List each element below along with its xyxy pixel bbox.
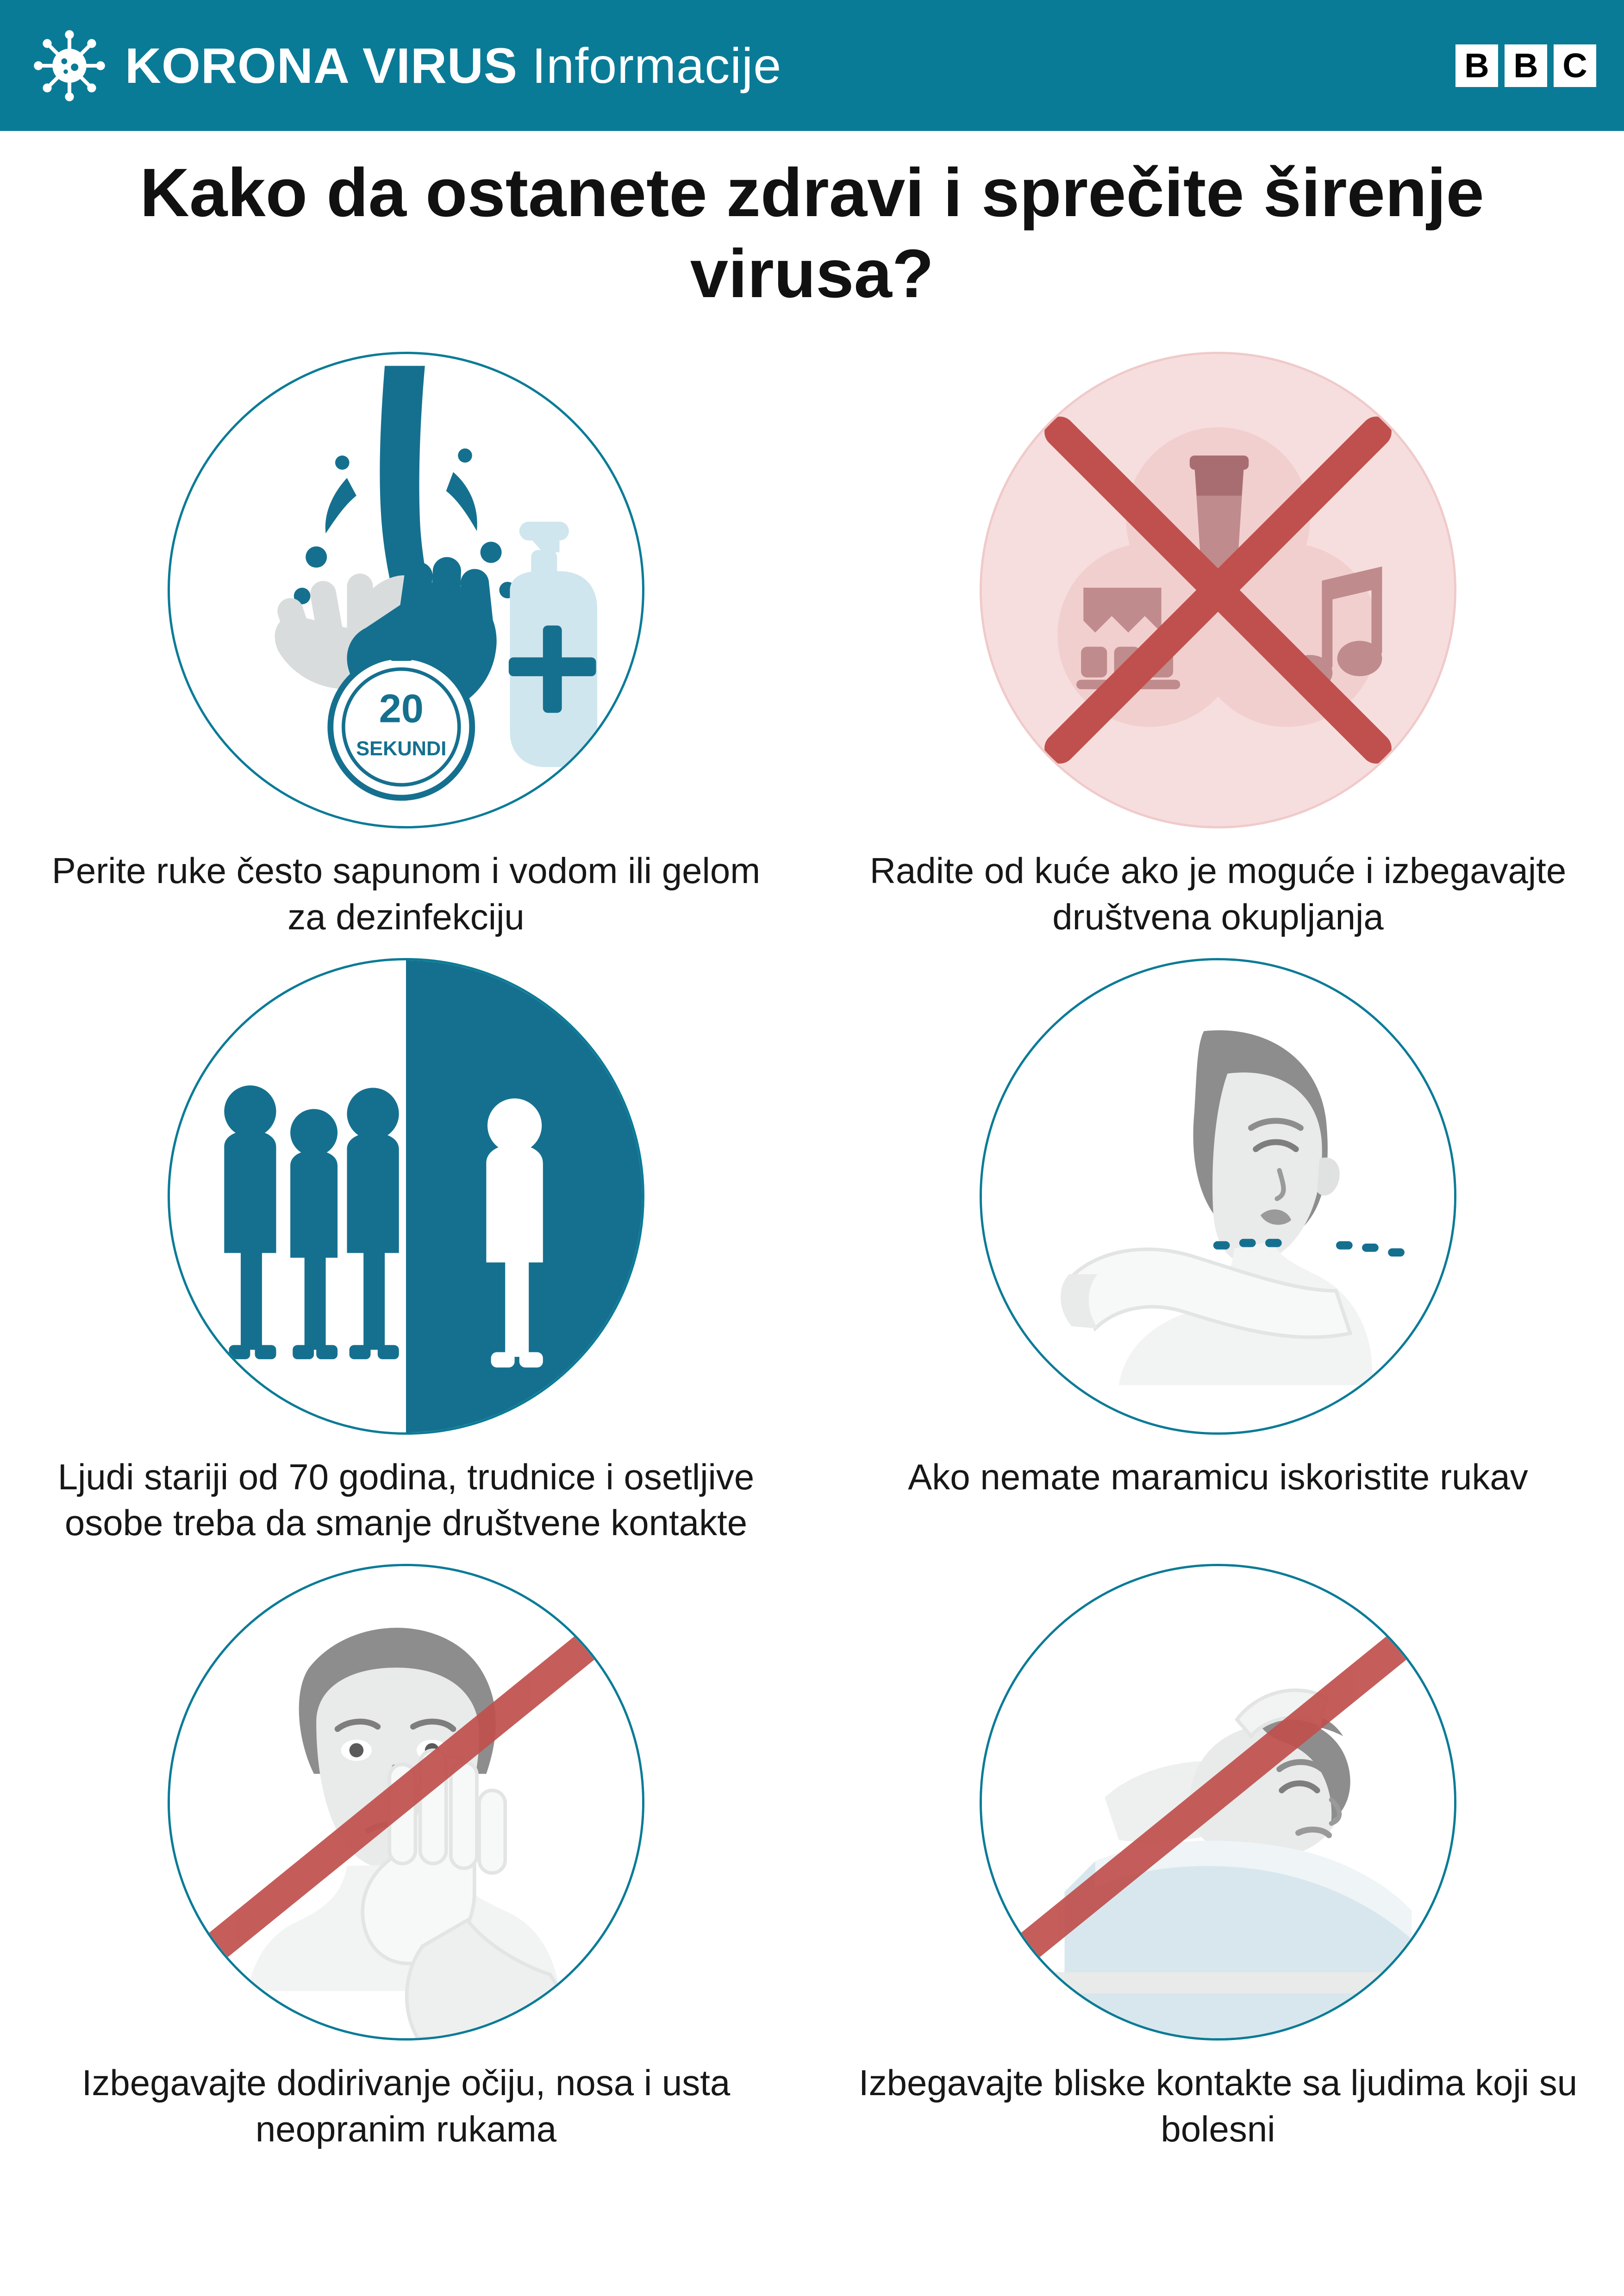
no-face-touching-icon (168, 1564, 644, 2041)
advice-caption: Perite ruke često sapunom i vodom ili gelom za dezinfekciju (51, 850, 761, 937)
advice-caption: Izbegavajte dodirivanje očiju, nosa i usta neopranim rukama (81, 2062, 731, 2150)
header-brand: KORONA VIRUS (125, 37, 518, 93)
advice-item-avoid-sick-people (812, 1564, 1624, 2153)
bbc-letter-2: B (1505, 44, 1547, 87)
advice-item-cough-into-sleeve (812, 958, 1624, 1547)
coronavirus-icon (32, 29, 106, 103)
avoid-sick-contact-icon (980, 1564, 1456, 2041)
advice-item-wash-hands (0, 352, 812, 940)
bbc-letter-3: C (1554, 44, 1596, 87)
page-title: Kako da ostanete zdravi i sprečite širenje virusa? (140, 155, 1484, 312)
advice-caption: Ako nemate maramicu iskoristite rukav (908, 1456, 1528, 1497)
bbc-logo (1455, 44, 1596, 87)
header-section: Informacije (532, 37, 782, 93)
hand-washing-icon (168, 352, 644, 828)
advice-caption: Ljudi stariji od 70 godina, trudnice i osetljive osobe treba da smanje društvene kontakte (57, 1456, 755, 1543)
bbc-letter-1: B (1455, 44, 1498, 87)
social-distancing-icon (168, 958, 644, 1435)
advice-item-dont-touch-face (0, 1564, 812, 2153)
advice-caption: Radite od kuće ako je moguće i izbegavajte društvena okupljanja (869, 850, 1567, 937)
header-title (125, 37, 782, 93)
advice-grid (0, 352, 1624, 2153)
advice-caption: Izbegavajte bliske kontakte sa ljudima koji su bolesni (858, 2062, 1578, 2150)
svg-text:SEKUNDI: SEKUNDI (356, 738, 447, 760)
cough-into-elbow-icon (980, 958, 1456, 1435)
svg-text:20: 20 (379, 686, 424, 731)
no-social-gatherings-icon (980, 352, 1456, 828)
header-bar (0, 0, 1624, 131)
advice-item-vulnerable-people (0, 958, 812, 1547)
advice-item-work-from-home (812, 352, 1624, 940)
